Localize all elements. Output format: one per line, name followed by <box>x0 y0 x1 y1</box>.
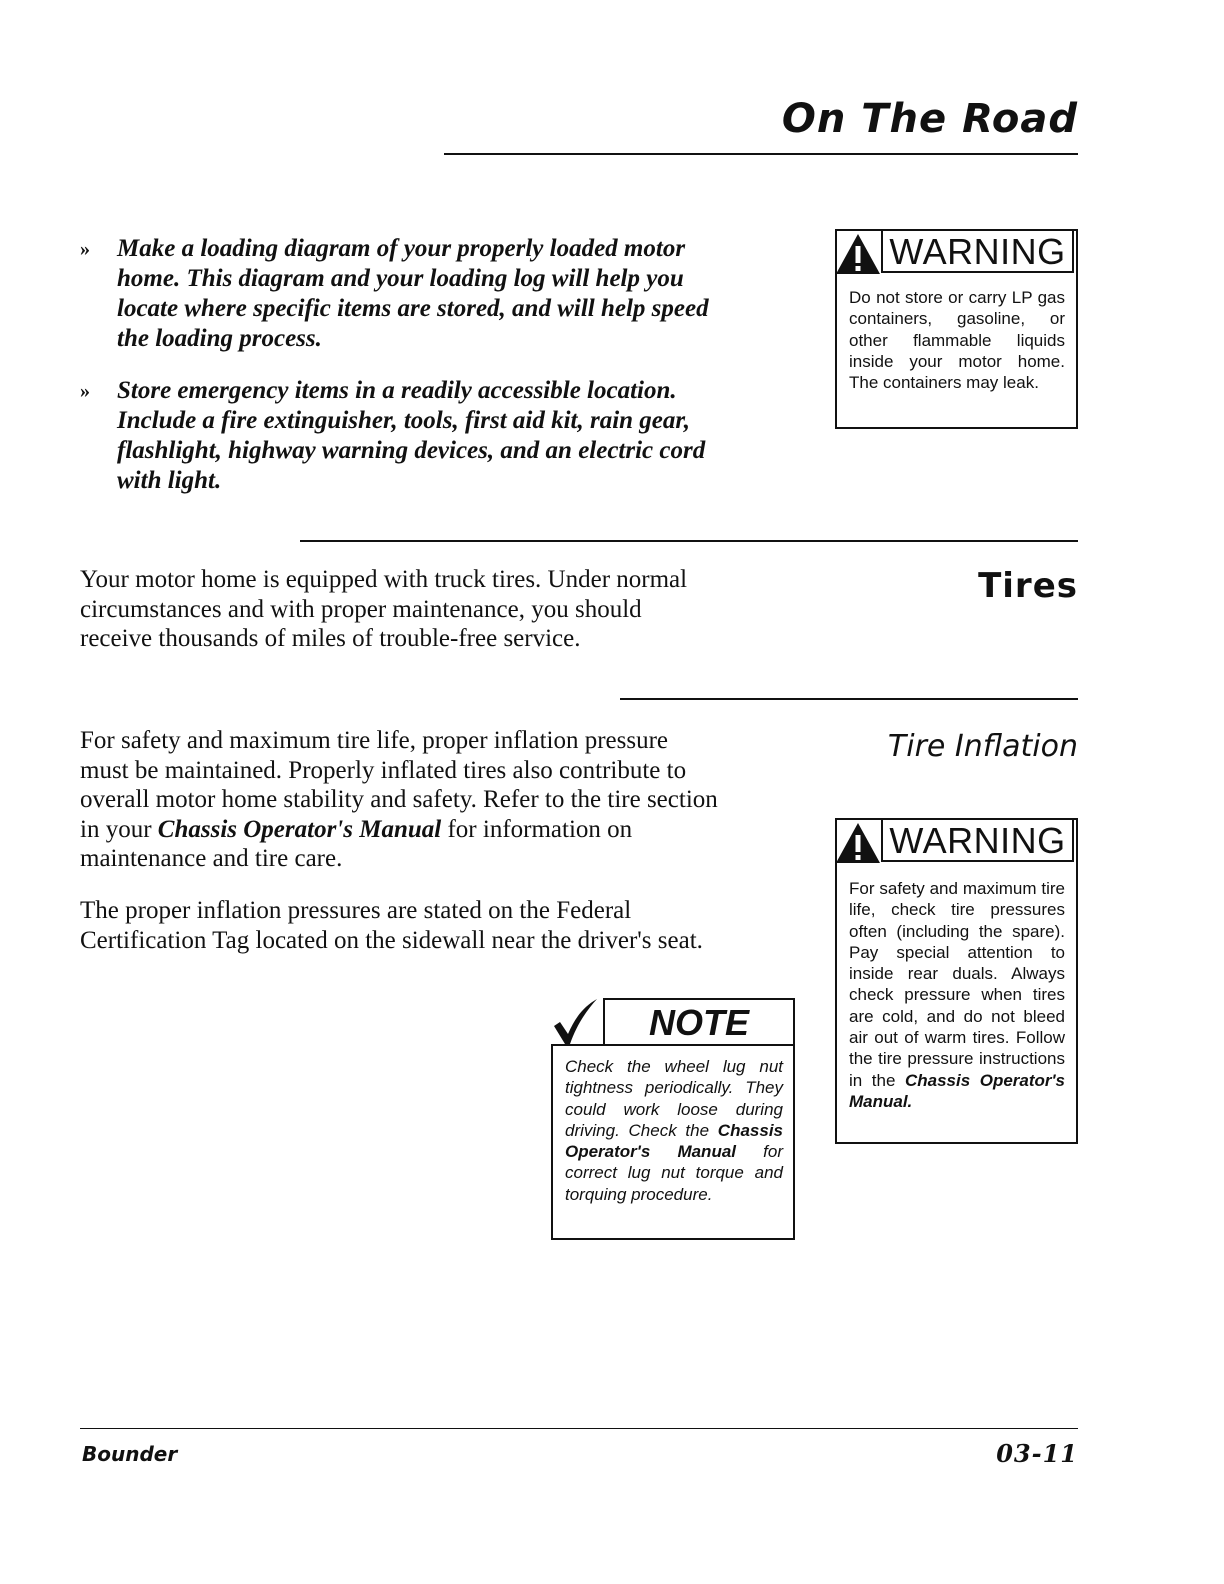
page-header-title: On The Road <box>781 96 1078 142</box>
warning-text-start: For safety and maximum tire life, check tire pressures often (including the spare). Pay special attention to inside rear duals. Always check pressure when tires are cold, and do not bleed air out of warm tires. Follow the tire pressure instructions in the <box>849 879 1065 1090</box>
warning-label: WARNING <box>881 818 1074 862</box>
page-number: 03-11 <box>996 1439 1078 1468</box>
tires-heading: Tires <box>978 566 1078 606</box>
inflation-p1-text: For safety and maximum tire life, proper inflation pressure must be maintained. Properly inflated tires also contribute to overall motor home stability and safety. Refer to the tire section in your <box>80 727 718 843</box>
section-rule-inflation <box>620 698 1078 700</box>
chassis-manual-reference: Chassis Operator's Manual <box>157 815 442 843</box>
note-text-start: Check the wheel lug nut tightness periodically. They could work loose during driving. Check the <box>565 1057 783 1140</box>
section-rule-tires <box>300 540 1078 542</box>
note-text <box>551 1056 795 1205</box>
bullet-text: Make a loading diagram of your properly loaded motor home. This diagram and your loading log will help you locate where specific items are stored, and will help speed the loading process. <box>117 235 709 352</box>
bullet-text: Store emergency items in a readily accessible location. Include a fire extinguisher, tools, first aid kit, rain gear, flashlight, highway warning devices, and an electric cord with light. <box>117 377 706 494</box>
bullet-mark: » <box>80 238 90 260</box>
warning-box-tire-pressure <box>835 818 1078 1144</box>
bullet-mark: » <box>80 380 90 402</box>
chassis-manual-reference: Chassis Operator's Manual. <box>849 1070 1066 1111</box>
warning-header <box>835 229 1078 277</box>
note-label: NOTE <box>603 998 795 1046</box>
inflation-paragraph-1 <box>80 726 720 874</box>
inflation-paragraph-2: The proper inflation pressures are stated on the Federal Certification Tag located on the sidewall near the driver's seat. <box>80 897 703 954</box>
tire-inflation-heading: Tire Inflation <box>887 729 1078 764</box>
note-text-end: for correct lug nut torque and torquing procedure. <box>565 1142 784 1204</box>
footer-product-name: Bounder <box>82 1442 178 1466</box>
warning-label: WARNING <box>881 229 1074 273</box>
note-box-lug-nuts <box>551 998 795 1240</box>
footer-rule <box>80 1428 1078 1429</box>
header-rule <box>444 153 1078 155</box>
warning-triangle-icon <box>835 822 881 864</box>
tires-body: Your motor home is equipped with truck tires. Under normal circumstances and with proper maintenance, you should receive thousands of miles of trouble-free service. <box>80 566 688 652</box>
warning-text: Do not store or carry LP gas containers, gasoline, or other flammable liquids inside your motor home. The containers may leak. <box>849 288 1065 393</box>
checkmark-icon <box>551 998 599 1046</box>
chassis-manual-reference: Chassis Operator's Manual <box>565 1120 783 1162</box>
warning-text <box>837 878 1076 1112</box>
warning-header <box>835 818 1078 866</box>
warning-box-lp-gas <box>835 229 1078 429</box>
bullet-emergency-items <box>80 376 720 496</box>
inflation-p1-text-end: for information on maintenance and tire care. <box>80 815 633 872</box>
bullet-loading-diagram <box>80 234 720 354</box>
warning-triangle-icon <box>835 233 881 275</box>
